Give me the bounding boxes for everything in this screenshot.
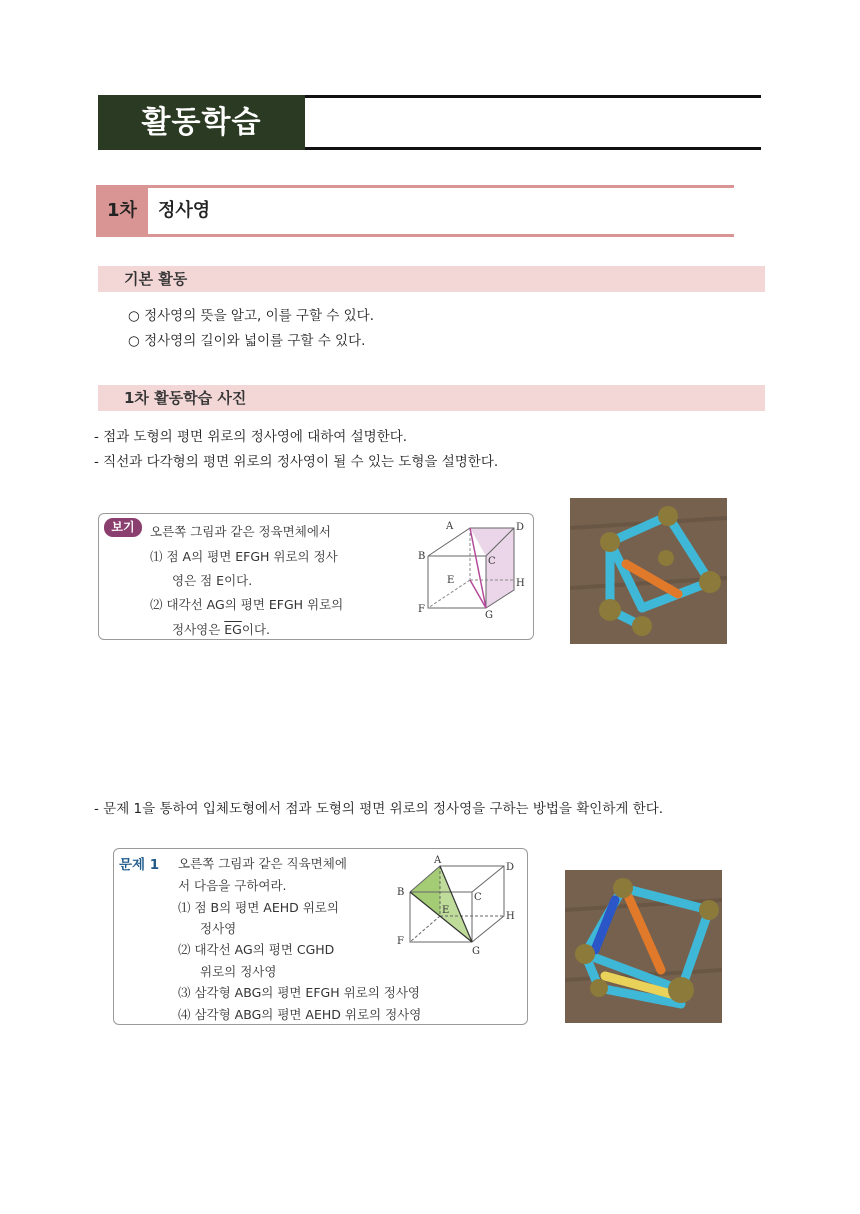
label-b: B <box>397 887 405 898</box>
label-h: H <box>506 911 515 922</box>
magnet-model-image <box>570 498 727 644</box>
label-e: E <box>447 575 455 586</box>
objective-1: ○ 정사영의 뜻을 알고, 이를 구할 수 있다. <box>128 308 375 324</box>
page-title: 활동학습 <box>141 105 262 140</box>
label-f: F <box>397 936 404 947</box>
objective-2: ○ 정사영의 길이와 넓이를 구할 수 있다. <box>128 333 366 349</box>
problem-q4: ⑷ 삼각형 ABG의 평면 AEHD 위로의 정사영 <box>178 1007 422 1022</box>
note-1: - 점과 도형의 평면 위로의 정사영에 대하여 설명한다. <box>94 429 408 445</box>
shaded-face <box>470 528 514 608</box>
example-item1-line1: ⑴ 점 A의 평면 EFGH 위로의 정사 <box>150 549 338 564</box>
label-d: D <box>516 522 525 533</box>
section-activity-photos <box>98 385 765 411</box>
label-c: C <box>474 892 482 903</box>
activity-photo-1 <box>570 498 727 644</box>
label-f: F <box>418 604 425 615</box>
problem-q2-line2: 위로의 정사영 <box>200 964 277 979</box>
segment-eg: $\overline{EG}$ <box>224 622 242 637</box>
example-tag: 보기 <box>104 518 142 537</box>
label-a: A <box>446 521 454 532</box>
label-d: D <box>506 862 515 873</box>
label-b: B <box>418 551 426 562</box>
triangle-abg <box>410 866 472 942</box>
prism-diagram <box>392 852 522 956</box>
problem-intro-2: 서 다음을 구하여라. <box>178 878 287 893</box>
projection-face <box>410 866 440 916</box>
problem-intro-1: 오른쪽 그림과 같은 직육면체에 <box>178 856 347 871</box>
example-intro: 오른쪽 그림과 같은 정육면체에서 <box>150 524 331 539</box>
section-heading: 1차 활동학습 사진 <box>124 389 247 407</box>
label-g: G <box>472 946 480 956</box>
example-item2-pre: 정사영은 <box>172 622 225 637</box>
label-c: C <box>488 556 496 567</box>
section-heading: 기본 활동 <box>124 270 188 288</box>
session-title: 정사영 <box>158 200 211 221</box>
label-h: H <box>516 578 525 589</box>
note-2: - 직선과 다각형의 평면 위로의 정사영이 될 수 있는 도형을 설명한다. <box>94 454 499 470</box>
label-g: G <box>485 610 493 620</box>
example-item1-line2: 영은 점 E이다. <box>172 573 253 588</box>
session-number: 1차 <box>96 185 148 237</box>
example-item2-line1: ⑵ 대각선 AG의 평면 EFGH 위로의 <box>150 597 344 612</box>
label-a: A <box>434 855 442 866</box>
activity-photo-2 <box>565 870 722 1023</box>
problem-q2-line1: ⑵ 대각선 AG의 평면 CGHD <box>178 942 335 957</box>
example-item2-line2 <box>172 620 270 638</box>
problem-q1-line1: ⑴ 점 B의 평면 AEHD 위로의 <box>178 900 339 915</box>
magnet-model-image <box>565 870 722 1023</box>
problem-tag: 문제 1 <box>119 857 160 873</box>
example-item2-post: 이다. <box>241 622 270 637</box>
cube-diagram <box>412 516 530 620</box>
label-e: E <box>442 905 450 916</box>
problem-note: - 문제 1을 통하여 입체도형에서 점과 도형의 평면 위로의 정사영을 구하는 방법을 확인하게 한다. <box>94 801 664 817</box>
problem-q1-line2: 정사영 <box>200 921 237 936</box>
section-basic-activity <box>98 266 765 292</box>
problem-q3: ⑶ 삼각형 ABG의 평면 EFGH 위로의 정사영 <box>178 985 421 1000</box>
